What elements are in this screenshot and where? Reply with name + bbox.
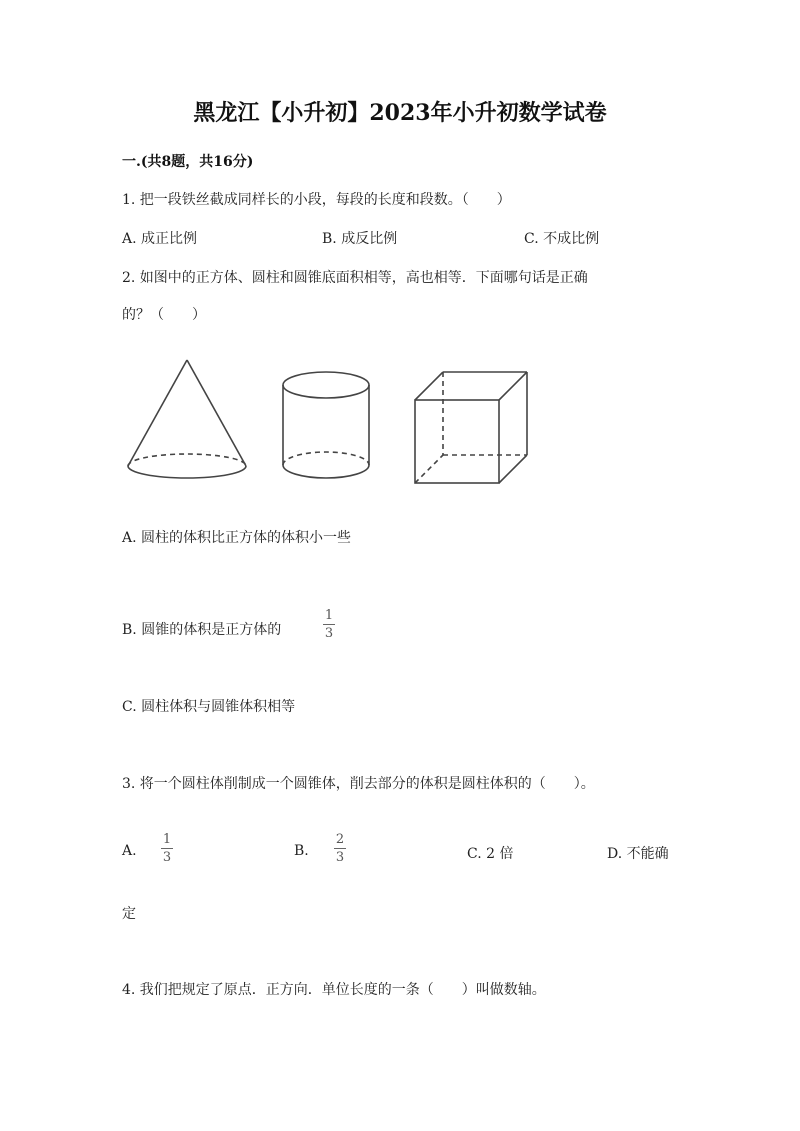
fraction-bar bbox=[161, 848, 173, 849]
fraction-denominator: 3 bbox=[162, 850, 172, 865]
section-heading: 一.(共8题，共16分) bbox=[122, 154, 254, 170]
question-2-text-line2: 的？（ ） bbox=[122, 307, 206, 323]
question-3-option-b: B. bbox=[294, 843, 309, 859]
question-1-text: 1. 把一段铁丝截成同样长的小段，每段的长度和段数。（ ） bbox=[122, 192, 511, 208]
solids-figure bbox=[118, 355, 538, 490]
question-3-option-d-wrap: 定 bbox=[122, 906, 136, 922]
question-2-option-c: C. 圆柱体积与圆锥体积相等 bbox=[122, 699, 296, 715]
question-3-option-d: D. 不能确 bbox=[607, 846, 669, 862]
fraction-numerator: 1 bbox=[324, 608, 334, 623]
question-2-text-line1: 2. 如图中的正方体、圆柱和圆锥底面积相等，高也相等．下面哪句话是正确 bbox=[122, 270, 588, 286]
cube-shape bbox=[415, 372, 527, 483]
question-1-option-a: A. 成正比例 bbox=[122, 231, 198, 247]
question-3-option-a-fraction bbox=[160, 833, 174, 865]
question-3-option-c: C. 2 倍 bbox=[467, 846, 514, 862]
question-3-option-a: A. bbox=[122, 843, 137, 859]
fraction-numerator: 1 bbox=[162, 832, 172, 847]
question-3-text: 3. 将一个圆柱体削制成一个圆锥体，削去部分的体积是圆柱体积的（ ）。 bbox=[122, 776, 595, 792]
question-1-option-b: B. 成反比例 bbox=[322, 231, 398, 247]
fraction-denominator: 3 bbox=[335, 850, 345, 865]
question-2-option-b: B. 圆锥的体积是正方体的 bbox=[122, 622, 282, 638]
fraction-numerator: 2 bbox=[335, 832, 345, 847]
question-2-option-b-fraction bbox=[322, 609, 336, 641]
page-title: 黑龙江【小升初】2023年小升初数学试卷 bbox=[193, 100, 607, 126]
question-2-option-a: A. 圆柱的体积比正方体的体积小一些 bbox=[122, 530, 352, 546]
fraction-bar bbox=[323, 624, 335, 625]
fraction-bar bbox=[334, 848, 346, 849]
cone-shape bbox=[128, 360, 246, 478]
cylinder-shape bbox=[283, 372, 369, 478]
question-4-text: 4. 我们把规定了原点．正方向．单位长度的一条（ ）叫做数轴。 bbox=[122, 982, 546, 998]
question-1-option-c: C. 不成比例 bbox=[524, 231, 600, 247]
fraction-denominator: 3 bbox=[324, 626, 334, 641]
question-3-option-b-fraction bbox=[333, 833, 347, 865]
